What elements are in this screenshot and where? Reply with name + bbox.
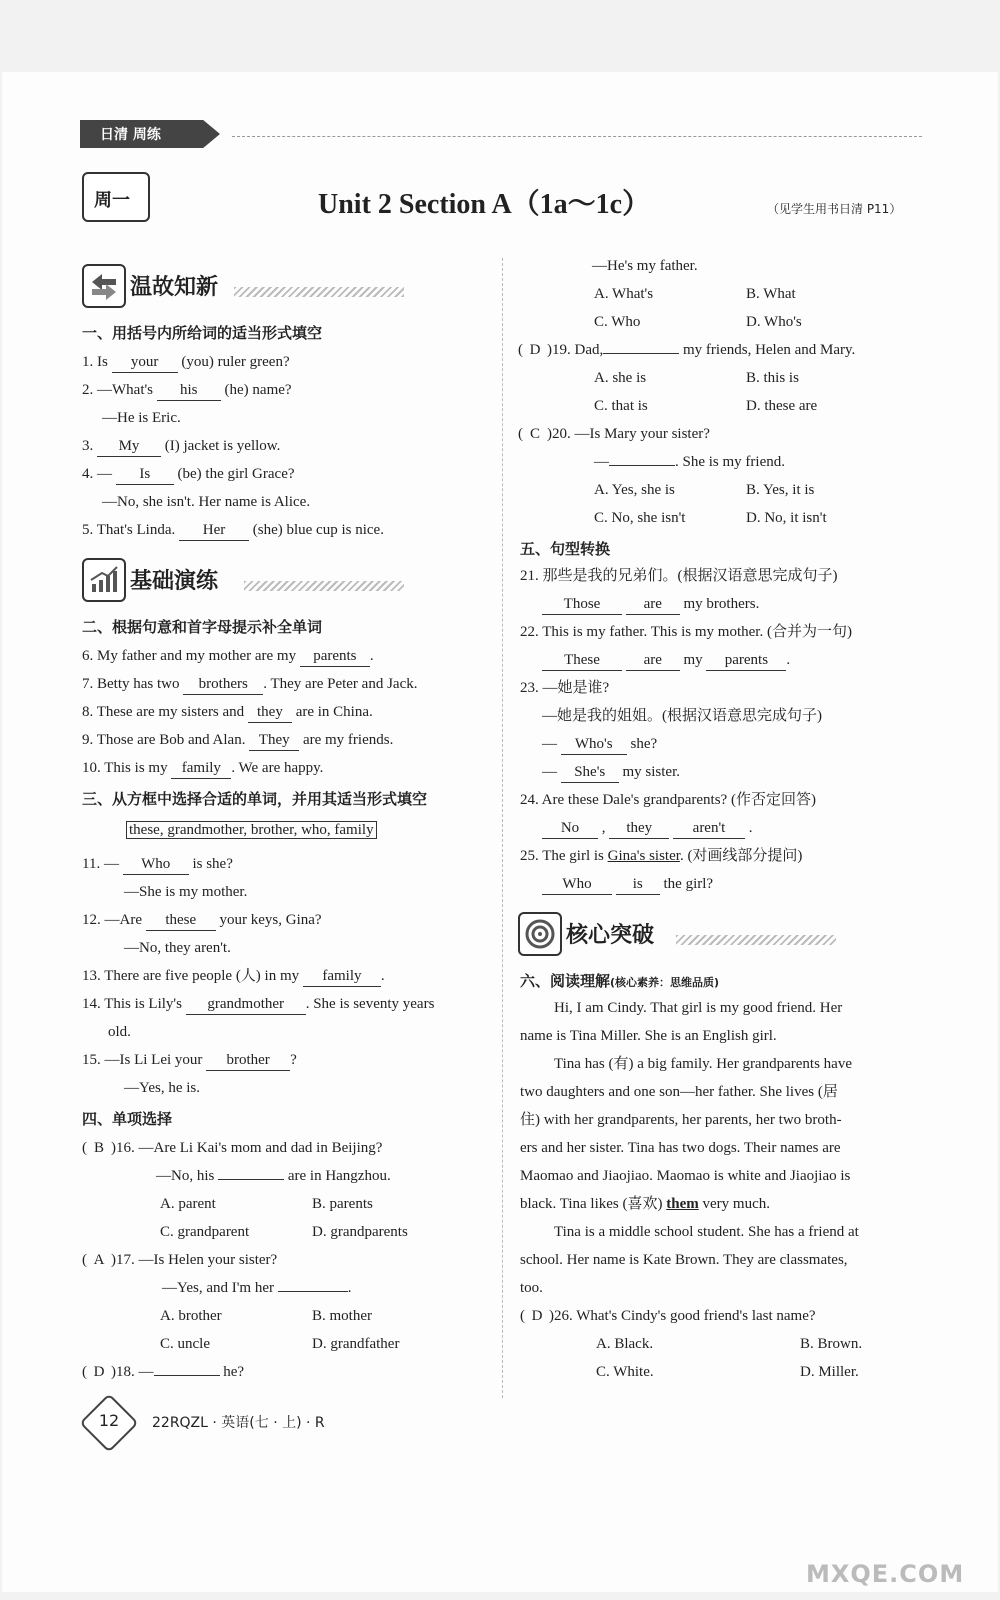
- worksheet-page: [2, 72, 998, 1592]
- mc-answer-16: B: [93, 1140, 104, 1156]
- mc-answer-20: C: [529, 426, 540, 442]
- section-stripe: [234, 287, 404, 297]
- answer-15: brother: [206, 1050, 290, 1071]
- answer-7: brothers: [183, 674, 263, 695]
- answer-8: they: [248, 702, 292, 723]
- question-23-answer2: — She's my sister.: [542, 758, 680, 786]
- option-16b: B. parents: [312, 1196, 373, 1212]
- question-14-cont: old.: [108, 1024, 131, 1040]
- question-23-line2: —她是我的姐姐。(根据汉语意思完成句子): [542, 708, 822, 724]
- question-5: 5. That's Linda. Her (she) blue cup is nice.: [82, 516, 384, 544]
- answer-2: his: [157, 380, 221, 401]
- header-rule: [232, 136, 922, 137]
- option-18a: A. What's: [594, 286, 654, 302]
- passage-line: two daughters and one son—her father. She lives (居: [520, 1084, 838, 1100]
- answer-12: these: [146, 910, 216, 931]
- option-26a: A. Black.: [596, 1336, 654, 1352]
- question-22: 22. This is my father. This is my mother. (合并为一句): [520, 624, 852, 640]
- part6-heading: 六、阅读理解(核心素养：思维品质): [520, 972, 720, 990]
- mc-answer-17: A: [93, 1252, 105, 1268]
- option-26b: B. Brown.: [800, 1336, 863, 1352]
- option-17a: A. brother: [160, 1308, 222, 1324]
- question-14: 14. This is Lily's grandmother . She is seventy years: [82, 990, 434, 1018]
- question-12: 12. —Are these your keys, Gina?: [82, 906, 322, 934]
- section-core-title: 核心突破: [566, 923, 655, 948]
- passage-line: 住) with her grandparents, her parents, her two broth-: [520, 1112, 842, 1128]
- section-stripe: [244, 581, 404, 591]
- question-20: ( C )20. —Is Mary your sister?: [518, 420, 710, 448]
- footer-code: 22RQZL · 英语(七 · 上) · R: [152, 1415, 325, 1431]
- question-18: ( D )18. — he?: [82, 1358, 244, 1386]
- answer-4: Is: [116, 464, 174, 485]
- option-17c: C. uncle: [160, 1336, 210, 1352]
- question-21-answer: Those are my brothers.: [542, 590, 759, 618]
- question-3: 3. My (I) jacket is yellow.: [82, 432, 280, 460]
- question-12-reply: —No, they aren't.: [124, 940, 231, 956]
- question-24: 24. Are these Dale's grandparents? (作否定回答): [520, 792, 816, 808]
- question-22-answer: These are my parents .: [542, 646, 790, 674]
- answer-5: Her: [179, 520, 249, 541]
- question-9: 9. Those are Bob and Alan. They are my friends.: [82, 726, 393, 754]
- question-2: 2. —What's his (he) name?: [82, 376, 292, 404]
- section-stripe: [676, 935, 836, 945]
- question-11-reply: —She is my mother.: [124, 884, 248, 900]
- question-23: 23. —她是谁?: [520, 680, 610, 696]
- question-20-line2: — . She is my friend.: [594, 454, 785, 470]
- answer-14: grandmother: [186, 994, 306, 1015]
- question-16: ( B )16. —Are Li Kai's mom and dad in Beijing?: [82, 1134, 382, 1162]
- option-16c: C. grandparent: [160, 1224, 250, 1240]
- section-basic-title: 基础演练: [130, 569, 219, 594]
- page-number: 12: [98, 1411, 120, 1430]
- option-20b: B. Yes, it is: [746, 482, 815, 498]
- passage-line: too.: [520, 1280, 543, 1296]
- option-20c: C. No, she isn't: [594, 510, 686, 526]
- part1-heading: 一、用括号内所给词的适当形式填空: [82, 324, 323, 342]
- question-10: 10. This is my family . We are happy.: [82, 754, 323, 782]
- passage-line: ers and her sister. Tina has two dogs. Their names are: [520, 1140, 841, 1156]
- answer-3: My: [97, 436, 161, 457]
- option-26c: C. White.: [596, 1364, 654, 1380]
- question-7: 7. Betty has two brothers . They are Peter and Jack.: [82, 670, 418, 698]
- part4-heading: 四、单项选择: [82, 1110, 173, 1128]
- question-15: 15. —Is Li Lei your brother ?: [82, 1046, 297, 1074]
- answer-10: family: [171, 758, 231, 779]
- question-21: 21. 那些是我的兄弟们。(根据汉语意思完成句子): [520, 568, 838, 584]
- answer-11: Who: [123, 854, 189, 875]
- page-reference: （见学生用书日清 P11）: [767, 202, 902, 216]
- option-17d: D. grandfather: [312, 1336, 400, 1352]
- option-18b: B. What: [746, 286, 796, 302]
- mc-answer-19: D: [529, 342, 541, 358]
- passage-line: school. Her name is Kate Brown. They are classmates,: [520, 1252, 848, 1268]
- question-23-answer1: — Who's she?: [542, 730, 657, 758]
- question-4: 4. — Is (be) the girl Grace?: [82, 460, 295, 488]
- option-19c: C. that is: [594, 398, 648, 414]
- part2-heading: 二、根据句意和首字母提示补全单词: [82, 618, 323, 636]
- review-icon: [82, 264, 126, 308]
- header-tag-label: 日清 周练: [100, 127, 161, 143]
- watermark: MXQE.COM: [806, 1560, 965, 1588]
- question-17: ( A )17. —Is Helen your sister?: [82, 1246, 277, 1274]
- option-20a: A. Yes, she is: [594, 482, 675, 498]
- option-20d: D. No, it isn't: [746, 510, 827, 526]
- question-4-reply: —No, she isn't. Her name is Alice.: [102, 494, 311, 510]
- mc-answer-18: D: [93, 1364, 105, 1380]
- answer-6: parents: [300, 646, 370, 667]
- question-25: 25. The girl is Gina's sister. (对画线部分提问): [520, 848, 803, 864]
- question-8: 8. These are my sisters and they are in China.: [82, 698, 373, 726]
- column-divider: [502, 258, 503, 1398]
- page-title: Unit 2 Section A（1a～1c）: [318, 189, 651, 220]
- option-16d: D. grandparents: [312, 1224, 408, 1240]
- passage-line: Maomao and Jiaojiao. Maomao is white and Jiaojiao is: [520, 1168, 851, 1184]
- question-6: 6. My father and my mother are my parents .: [82, 642, 374, 670]
- passage-line: Tina has (有) a big family. Her grandparents have: [554, 1056, 852, 1072]
- passage-line: black. Tina likes (喜欢) them very much.: [520, 1196, 770, 1212]
- question-25-answer: Who is the girl?: [542, 870, 713, 898]
- question-13: 13. There are five people (人) in my family .: [82, 962, 385, 990]
- answer-9: They: [249, 730, 299, 751]
- question-16-line2: —No, his are in Hangzhou.: [156, 1168, 391, 1184]
- option-18c: C. Who: [594, 314, 641, 330]
- word-box: these, grandmother, brother, who, family: [126, 816, 377, 844]
- option-16a: A. parent: [160, 1196, 216, 1212]
- option-17b: B. mother: [312, 1308, 372, 1324]
- question-24-answer: No , they aren't .: [542, 814, 753, 842]
- option-18d: D. Who's: [746, 314, 802, 330]
- question-2-reply: —He is Eric.: [102, 410, 181, 426]
- question-15-reply: —Yes, he is.: [124, 1080, 200, 1096]
- part5-heading: 五、句型转换: [520, 540, 611, 558]
- option-26d: D. Miller.: [800, 1364, 859, 1380]
- question-17-line2: —Yes, and I'm her .: [162, 1280, 352, 1296]
- question-26: ( D )26. What's Cindy's good friend's last name?: [520, 1302, 816, 1330]
- option-19d: D. these are: [746, 398, 818, 414]
- section-review-title: 温故知新: [130, 275, 219, 300]
- question-19: ( D )19. Dad, my friends, Helen and Mary.: [518, 336, 855, 364]
- mc-answer-26: D: [531, 1308, 543, 1324]
- answer-1: your: [112, 352, 178, 373]
- basic-icon: [82, 558, 126, 602]
- question-1: 1. Is your (you) ruler green?: [82, 348, 290, 376]
- option-19a: A. she is: [594, 370, 647, 386]
- option-19b: B. this is: [746, 370, 799, 386]
- question-18-reply: —He's my father.: [592, 258, 698, 274]
- passage-line: name is Tina Miller. She is an English girl.: [520, 1028, 777, 1044]
- passage-line: Tina is a middle school student. She has a friend at: [554, 1224, 859, 1240]
- core-icon: [518, 912, 562, 956]
- part3-heading: 三、从方框中选择合适的单词，并用其适当形式填空: [82, 790, 428, 808]
- day-label: 周一: [94, 190, 130, 211]
- question-11: 11. — Who is she?: [82, 850, 233, 878]
- answer-13: family: [303, 966, 381, 987]
- passage-line: Hi, I am Cindy. That girl is my good friend. Her: [554, 1000, 843, 1016]
